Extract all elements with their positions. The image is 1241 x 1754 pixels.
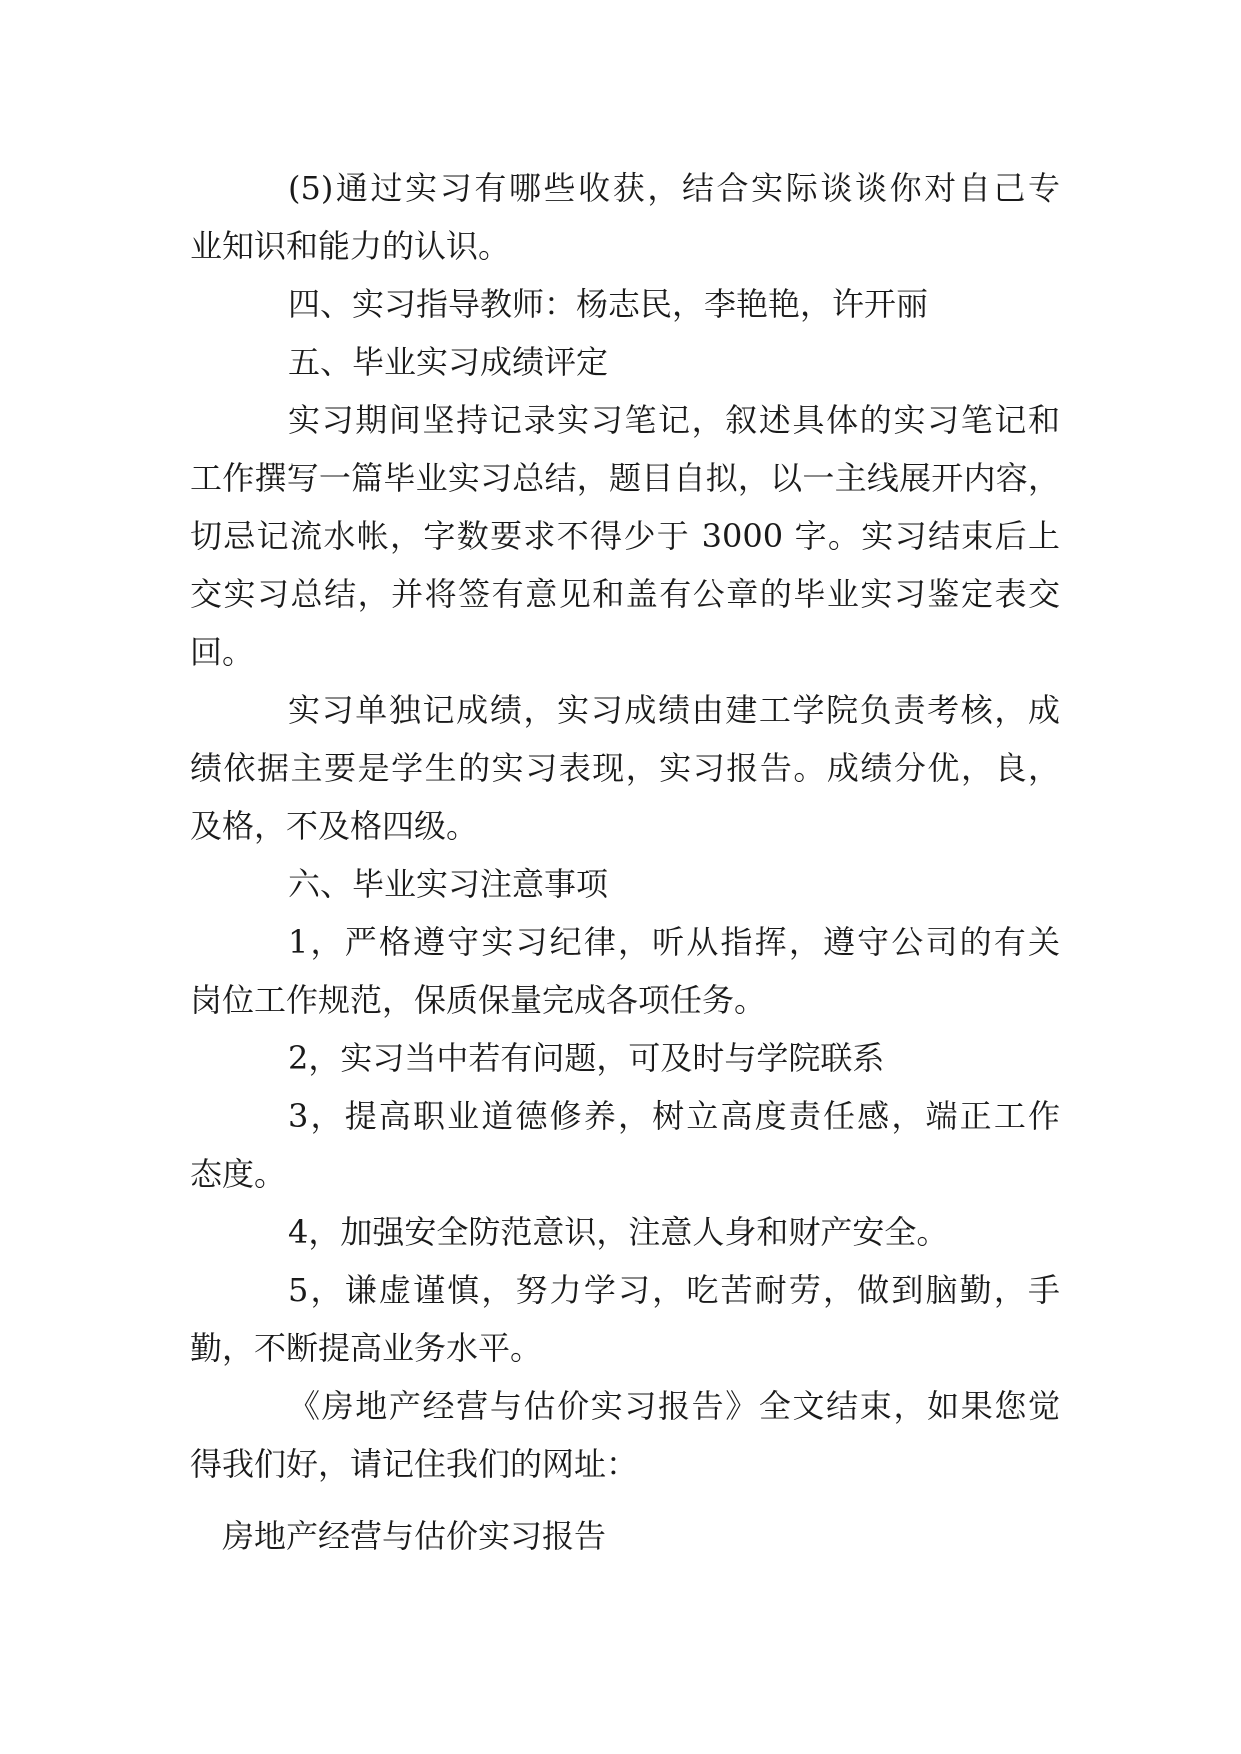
text-line: 切忌记流水帐，字数要求不得少于 3000 字。实习结束后上 [190,517,1060,555]
text-line: 《房地产经营与估价实习报告》全文结束，如果您觉 [288,1387,1060,1425]
text-line: 得我们好，请记住我们的网址： [190,1445,639,1483]
section-heading-notices [190,855,1060,913]
text-line: 绩依据主要是学生的实习表现，实习报告。成绩分优，良， [190,749,1060,787]
notice-item-3 [190,1087,1060,1203]
report-title-link[interactable]: 房地产经营与估价实习报告 [222,1517,607,1555]
text-line: 1，严格遵守实习纪律，听从指挥，遵守公司的有关 [288,923,1060,961]
text-line: 岗位工作规范，保质保量完成各项任务。 [190,981,767,1019]
paragraph-grading-rules [190,681,1060,855]
text-line: 3，提高职业道德修养，树立高度责任感，端正工作 [288,1097,1060,1135]
text-line: 实习期间坚持记录实习笔记，叙述具体的实习笔记和 [288,401,1060,439]
notice-item-2 [190,1029,1060,1087]
paragraph-notes-requirement [190,391,1060,681]
text-line: 2，实习当中若有问题，可及时与学院联系 [288,1039,885,1077]
text-line: 回。 [190,633,255,671]
text-line: 五、毕业实习成绩评定 [288,343,609,381]
text-line: 5，谦虚谨慎，努力学习，吃苦耐劳，做到脑勤，手 [288,1271,1060,1309]
section-heading-grading [190,333,1060,391]
paragraph-closing [190,1377,1060,1493]
paragraph-question-5 [190,159,1060,275]
notice-item-5 [190,1261,1060,1377]
document-body [190,159,1060,1493]
section-heading-advisors [190,275,1060,333]
text-line: 工作撰写一篇毕业实习总结，题目自拟，以一主线展开内容， [190,459,1060,497]
text-line: 勤，不断提高业务水平。 [190,1329,543,1367]
text-line: 四、实习指导教师：杨志民，李艳艳，许开丽 [288,285,929,323]
notice-item-4 [190,1203,1060,1261]
text-line: 六、毕业实习注意事项 [288,865,609,903]
text-line: 4，加强安全防范意识，注意人身和财产安全。 [288,1213,949,1251]
text-line: 交实习总结，并将签有意见和盖有公章的毕业实习鉴定表交 [190,575,1060,613]
text-line: 业知识和能力的认识。 [190,227,511,265]
text-line: 实习单独记成绩，实习成绩由建工学院负责考核，成 [288,691,1060,729]
text-line: 态度。 [190,1155,287,1193]
text-line: (5)通过实习有哪些收获，结合实际谈谈你对自己专 [288,169,1060,207]
text-line: 及格，不及格四级。 [190,807,479,845]
notice-item-1 [190,913,1060,1029]
